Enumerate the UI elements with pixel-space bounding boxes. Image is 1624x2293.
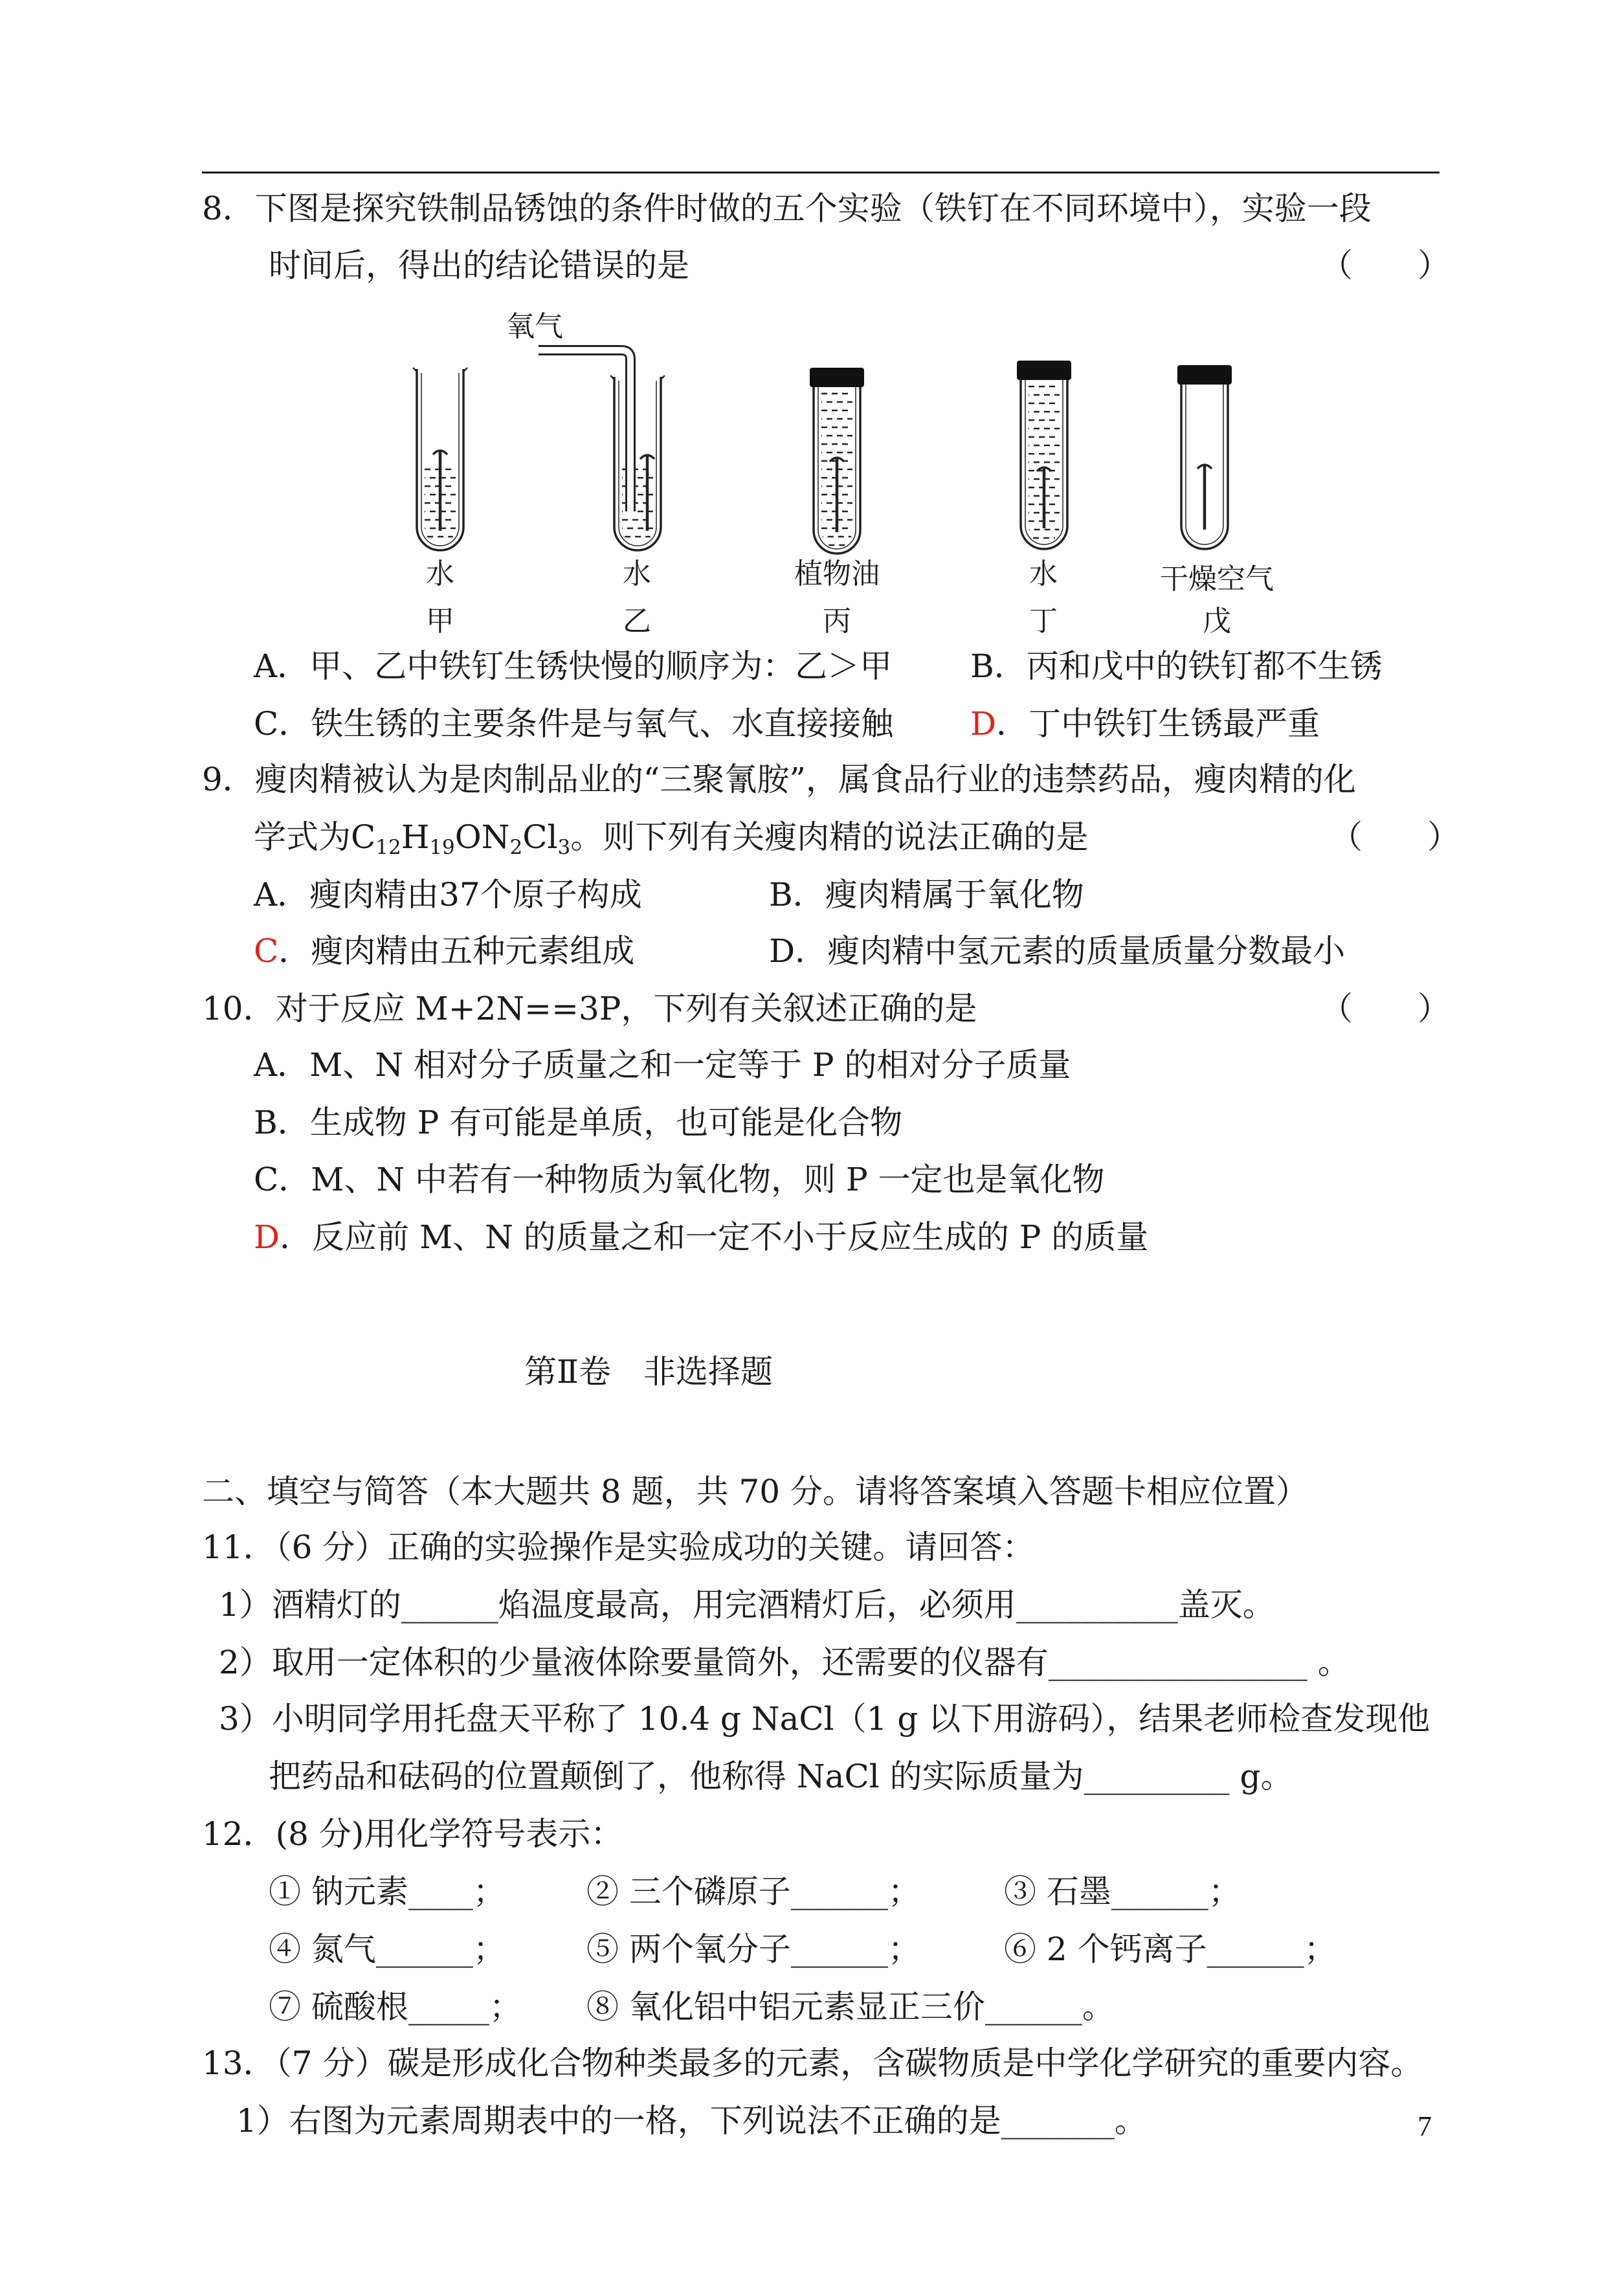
option-text: ．甲、乙中铁钉生锈快慢的顺序为：乙＞甲: [277, 647, 893, 685]
q10-stem: 10．对于反应 M+2N==3P，下列有关叙述正确的是: [202, 990, 977, 1027]
answer-marked-letter: D: [254, 1218, 280, 1256]
option-letter: B: [769, 876, 793, 913]
iron-nail-icon: [640, 455, 654, 531]
option-text: ．瘦肉精中氢元素的质量质量分数最小: [795, 932, 1346, 970]
test-tube-jia: [413, 368, 467, 550]
option-text: ．铁生锈的主要条件是与氧气、水直接接触: [278, 705, 894, 743]
option-text: ．瘦肉精属于氧化物: [792, 876, 1084, 913]
q10-option-a: [254, 1046, 1071, 1084]
q9-answer-parentheses: （ ）: [1330, 818, 1460, 856]
q9-option-b: [769, 875, 1084, 914]
q10-option-c: [254, 1160, 1105, 1199]
option-letter: B: [254, 1104, 278, 1141]
tube-lip: [413, 368, 467, 372]
q10-option-d: [254, 1218, 1148, 1257]
header-rule: [202, 172, 1440, 173]
option-letter: C: [254, 1161, 279, 1198]
q9-option-d: [769, 932, 1345, 970]
iron-nail-icon: [433, 451, 447, 531]
iron-nail-icon: [1197, 465, 1212, 530]
option-text: ．丁中铁钉生锈最严重: [996, 705, 1320, 743]
formula-element: Cl: [522, 818, 558, 856]
q12-item-5: ⑤ 两个氧分子______；: [586, 1930, 920, 1968]
q12-item-3: ③ 石墨______；: [1004, 1873, 1241, 1910]
formula-subscript: 3: [557, 836, 571, 859]
q11-item-1: 1）酒精灯的______焰温度最高，用完酒精灯后，必须用__________盖灭。: [219, 1586, 1275, 1624]
formula-lead-text: 学式为: [254, 818, 351, 856]
q12-item-6: ⑥ 2 个钙离子______；: [1004, 1930, 1337, 1968]
tube-wu-name-label: 戊: [1203, 605, 1231, 638]
iron-nail-icon: [1037, 467, 1051, 528]
option-letter: C: [254, 705, 279, 743]
q9-stem-line-2: [254, 818, 1089, 859]
option-text: ．反应前 M、N 的质量之和一定不小于反应生成的 P 的质量: [280, 1218, 1149, 1256]
option-letter: A: [254, 647, 278, 685]
formula-subscript: 12: [375, 836, 401, 859]
tube-bing-name-label: 丙: [823, 605, 851, 638]
q12-item-2: ② 三个磷原子______；: [586, 1873, 920, 1910]
option-text: ．瘦肉精由37个原子构成: [277, 876, 642, 913]
q11-item-2: 2）取用一定体积的少量液体除要量筒外，还需要的仪器有________________ 。: [219, 1644, 1350, 1681]
tube-bing-medium-label: 植物油: [794, 557, 880, 590]
q11-item-3-continued: 把药品和砝码的位置颠倒了，他称得 NaCl 的实际质量为_________ g。: [269, 1758, 1293, 1795]
rubber-stopper: [810, 368, 864, 387]
q12-item-1: ① 钠元素____；: [269, 1873, 506, 1910]
q10-option-b: [254, 1103, 902, 1142]
oxygen-pipe: [539, 350, 630, 513]
formula-subscript: 2: [509, 836, 523, 859]
chemical-formula: [351, 818, 571, 859]
option-text: ．生成物 P 有可能是单质，也可能是化合物: [277, 1104, 903, 1141]
q12-item-4: ④ 氮气______；: [269, 1930, 506, 1968]
option-letter: B: [970, 647, 994, 685]
tube-ding-name-label: 丁: [1029, 605, 1058, 638]
formula-element: ON: [454, 818, 510, 856]
q13-stem: 13．（7 分）碳是形成化合物种类最多的元素，含碳物质是中学化学研究的重要内容。: [202, 2044, 1423, 2082]
test-tube-yi: [539, 350, 665, 550]
test-tube-bing: [810, 368, 864, 554]
q9-stem-line-1: 9．瘦肉精被认为是肉制品业的“三聚氰胺”，属食品行业的违禁药品，瘦肉精的化: [202, 761, 1356, 798]
q9-option-a: [254, 875, 642, 914]
q10-answer-parentheses: （ ）: [1320, 990, 1450, 1027]
section-heading: 二、填空与简答（本大题共 8 题，共 70 分。请将答案填入答题卡相应位置）: [202, 1473, 1309, 1510]
test-tube-wu: [1177, 365, 1232, 549]
oxygen-label: 氧气: [506, 310, 563, 343]
q8-option-b: [970, 647, 1383, 686]
q11-item-3: 3）小明同学用托盘天平称了 10.4 g NaCl（1 g 以下用游码），结果老师检查发现他: [219, 1700, 1430, 1738]
q8-option-d: [970, 704, 1320, 743]
q8-option-a: [254, 647, 892, 686]
option-text: ．丙和戊中的铁钉都不生锈: [994, 647, 1383, 685]
q12-item-8: ⑧ 氧化铝中铝元素显正三价______。: [586, 1988, 1115, 2026]
tube-lip: [610, 375, 665, 379]
option-letter: A: [254, 1046, 278, 1084]
formula-element: H: [401, 818, 430, 856]
test-tube-ding: [1017, 361, 1071, 549]
q8-stem-line-2: 时间后，得出的结论错误的是: [269, 247, 689, 284]
q12-item-7: ⑦ 硫酸根_____；: [269, 1988, 522, 2026]
option-text: ．瘦肉精由五种元素组成: [278, 932, 635, 970]
formula-tail-text: 。则下列有关瘦肉精的说法正确的是: [570, 818, 1089, 856]
option-letter: D: [769, 932, 795, 970]
q9-option-c: [254, 932, 634, 970]
rubber-stopper: [1017, 361, 1071, 380]
answer-marked-letter: D: [970, 705, 997, 743]
option-letter: A: [254, 876, 278, 913]
q8-option-c: [254, 704, 893, 743]
tube-yi-name-label: 乙: [623, 605, 651, 638]
tube-wall-outer: [614, 377, 661, 550]
q12-stem: 12．(8 分)用化学符号表示：: [202, 1815, 623, 1853]
tube-jia-name-label: 甲: [426, 605, 454, 638]
answer-marked-letter: C: [254, 932, 279, 970]
q13-item-1: 1）右图为元素周期表中的一格，下列说法不正确的是_______。: [236, 2102, 1147, 2140]
q8-answer-parentheses: （ ）: [1320, 247, 1450, 284]
formula-subscript: 19: [429, 836, 455, 859]
tube-wu-medium-label: 干燥空气: [1160, 563, 1274, 596]
part-2-title: 第Ⅱ卷 非选择题: [524, 1353, 773, 1391]
tube-jia-medium-label: 水: [426, 557, 454, 590]
formula-element: C: [351, 818, 376, 856]
tube-ding-medium-label: 水: [1029, 557, 1058, 590]
tube-wall-inner: [619, 381, 656, 546]
q8-stem-line-1: 8．下图是探究铁制品锈蚀的条件时做的五个实验（铁钉在不同环境中），实验一段: [202, 190, 1372, 227]
option-text: ．M、N 中若有一种物质为氧化物，则 P 一定也是氧化物: [278, 1161, 1105, 1198]
tube-yi-medium-label: 水: [623, 557, 651, 590]
q11-stem: 11．（6 分）正确的实验操作是实验成功的关键。请回答：: [202, 1528, 1035, 1566]
option-text: ．M、N 相对分子质量之和一定等于 P 的相对分子质量: [277, 1046, 1071, 1084]
rubber-stopper: [1177, 365, 1232, 385]
page-number: 7: [1418, 2110, 1432, 2142]
